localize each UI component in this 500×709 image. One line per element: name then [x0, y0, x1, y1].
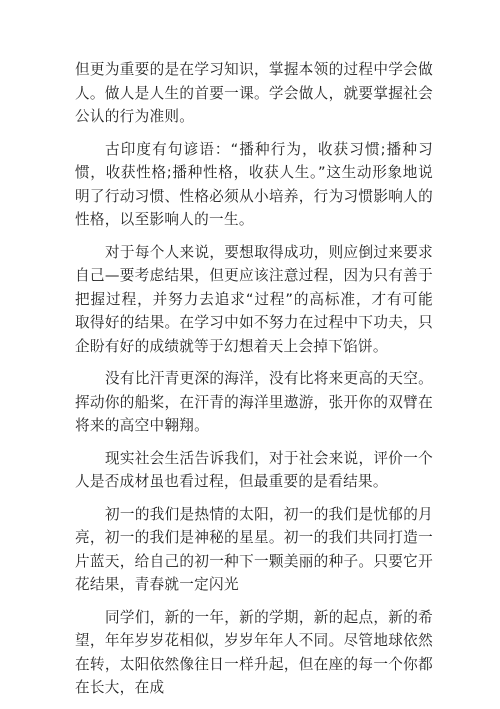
paragraph-5: 现实社会生活告诉我们，对于社会来说，评价一个人是否成材虽也看过程，但最重要的是看结果。 — [75, 449, 433, 490]
paragraph-2: 古印度有句谚语：“播种行为，收获习惯;播种习惯，收获性格;播种性格，收获人生。”这生动形象地说明了行动习惯、性格必须从小培养，行为习惯影响人的性格，以至影响人的一生。 — [75, 140, 433, 228]
paragraph-3: 对于每个人来说，要想取得成功，则应倒过来要求自己—要考虑结果，但更应该注意过程，因为只有善于把握过程，并努力去追求“过程”的高标准，才有可能取得好的结果。在学习中如不努力在过程中下功夫，只企盼有好的成绩就等于幻想着天上会掉下馅饼。 — [75, 243, 433, 355]
document-body — [75, 58, 433, 709]
paragraph-7: 同学们，新的一年，新的学期，新的起点，新的希望，年年岁岁花相似，岁岁年年人不同。尽管地球依然在转，太阳依然像往日一样升起，但在座的每一个你都在长大，在成 — [75, 608, 433, 696]
paragraph-4: 没有比汗青更深的海洋，没有比将来更高的天空。挥动你的船桨，在汗青的海洋里遨游，张开你的双臂在将来的高空中翱翔。 — [75, 370, 433, 434]
paragraph-1: 但更为重要的是在学习知识，掌握本领的过程中学会做人。做人是人生的首要一课。学会做人，就要掌握社会公认的行为准则。 — [75, 61, 433, 125]
paragraph-6: 初一的我们是热情的太阳，初一的我们是忧郁的月亮，初一的我们是神秘的星星。初一的我们共同打造一片蓝天，给自己的初一种下一颗美丽的种子。只要它开花结果，青春就一定闪光 — [75, 505, 433, 593]
